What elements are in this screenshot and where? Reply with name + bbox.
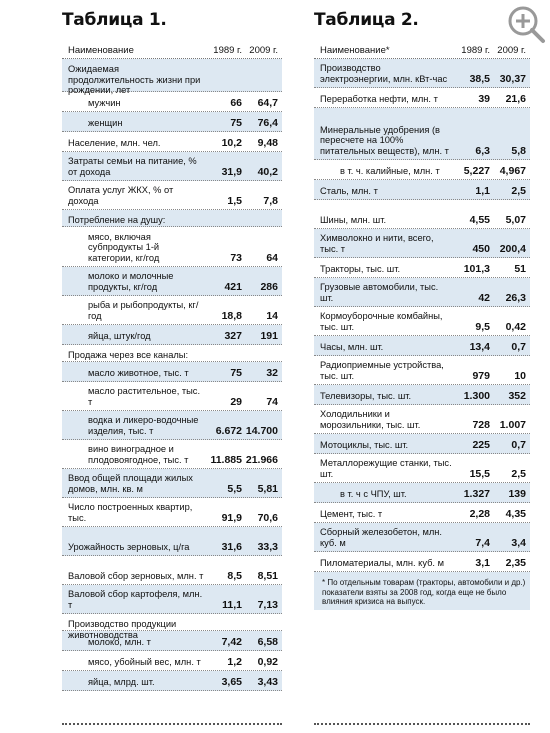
value-1989: 11,1 [222,598,242,611]
row-label: Валовой сбор картофеля, млн. т [68,589,203,610]
value-2009: 5,81 [257,482,278,495]
table-row [62,614,282,640]
table-1 [62,8,282,691]
value-1989: 10,2 [221,136,242,149]
value-1989: 75 [230,366,242,379]
table-row [314,160,530,180]
table-row [62,227,282,267]
table-row [62,325,282,345]
value-2009: 32 [266,366,278,379]
table-1-header [62,38,282,59]
row-label: мясо, включая субпродукты 1-й категории, кг/год [88,231,160,263]
header-2009: 2009 г. [249,45,278,56]
row-label: молоко, млн. т [88,636,151,647]
table-row [314,503,530,523]
value-2009: 30,37 [499,72,526,85]
row-label: женщин [88,117,123,128]
table-row [314,454,530,483]
table-row [314,229,530,258]
row-label: молоко и молочные продукты, кг/год [88,271,174,292]
value-1989: 327 [224,329,242,342]
row-label: Холодильники и морозильники, тыс. шт. [320,409,421,430]
table-row [62,345,282,362]
header-name: Наименование* [320,45,390,56]
value-2009: 33,3 [257,540,278,553]
row-label: масло растительное, тыс. т [88,386,201,407]
value-2009: 64 [266,251,278,264]
value-2009: 70,6 [257,511,278,524]
row-label: Сборный железобетон, млн. куб. м [320,527,443,548]
row-label: масло животное, тыс. т [88,367,189,378]
header-2009: 2009 г. [497,45,526,56]
table-1-title: Таблица 1. [62,10,167,30]
table-row [62,210,282,227]
value-1989: 225 [472,438,490,451]
table-row [62,267,282,296]
table-row [62,112,282,132]
value-1989: 66 [230,96,242,109]
value-2009: 10 [514,369,526,382]
value-2009: 76,4 [257,116,278,129]
value-1989: 728 [472,418,490,431]
table-row [62,651,282,671]
row-label: Пиломатериалы, млн. куб. м [320,557,444,568]
value-1989: 7,4 [475,536,490,549]
header-1989: 1989 г. [213,45,242,56]
value-2009: 200,4 [499,242,526,255]
value-1989: 6,3 [475,144,490,157]
value-2009: 3,4 [511,536,526,549]
value-1989: 91,9 [221,511,242,524]
table-row [314,59,530,88]
row-label: яйца, млрд. шт. [88,676,155,687]
row-label: Часы, млн. шт. [320,341,384,352]
value-2009: 2,5 [511,184,526,197]
value-2009: 7,13 [257,598,278,611]
row-label: Оплата услуг ЖКХ, % от дохода [68,185,174,206]
row-label: Металлорежущие станки, тыс. шт. [320,458,452,479]
table-row [62,59,282,95]
table-row [62,181,282,210]
table-row [314,108,530,160]
value-1989: 9,5 [475,320,490,333]
value-1989: 13,4 [469,340,490,353]
table-row [314,180,530,200]
table-row [314,356,530,385]
row-label: мясо, убойный вес, млн. т [88,656,201,667]
table-row [62,671,282,691]
row-label: мужчин [88,97,121,108]
table-row [314,88,530,108]
table-row [62,132,282,152]
value-2009: 4,967 [499,164,526,177]
value-1989: 38,5 [469,72,490,85]
value-2009: 2,5 [511,467,526,480]
table-2-bottom-rule [314,723,530,725]
row-label: Переработка нефти, млн. т [320,93,438,104]
value-2009: 7,8 [263,194,278,207]
value-1989: 5,5 [227,482,242,495]
value-2009: 26,3 [505,291,526,304]
value-2009: 2,35 [505,556,526,569]
table-row [314,405,530,434]
row-label: Производство продукции животноводства [68,619,177,640]
value-1989: 29 [230,395,242,408]
table-row [62,362,282,382]
table-row [62,382,282,411]
table-row [62,527,282,556]
value-1989: 3,65 [221,675,242,688]
value-1989: 73 [230,251,242,264]
value-1989: 42 [478,291,490,304]
value-2009: 0,7 [511,340,526,353]
value-1989: 450 [472,242,490,255]
value-2009: 3,43 [257,675,278,688]
value-1989: 1,1 [475,184,490,197]
row-label: Число построенных квартир, тыс. [68,502,193,523]
value-1989: 2,28 [469,507,490,520]
header-1989: 1989 г. [461,45,490,56]
value-2009: 21.966 [245,453,278,466]
table-row [314,523,530,552]
table-row [62,469,282,498]
row-label: вино виноградное и плодовоягодное, тыс. т [88,444,189,465]
value-2009: 21,6 [505,92,526,105]
table-row [314,385,530,405]
value-1989: 1,5 [227,194,242,207]
value-1989: 31,9 [221,165,242,178]
table-row [314,483,530,503]
row-label: Кормоуборочные комбайны, тыс. шт. [320,311,443,332]
value-1989: 39 [478,92,490,105]
row-label: Тракторы, тыс. шт. [320,263,401,274]
row-label: Ввод общей площади жилых домов, млн. кв. м [68,473,193,494]
row-label: водка и ликеро-водочные изделия, тыс. т [88,415,199,436]
value-1989: 421 [224,280,242,293]
table-row [314,307,530,336]
table-row [62,152,282,181]
value-2009: 139 [508,487,526,500]
value-2009: 286 [260,280,278,293]
value-1989: 101,3 [463,262,490,275]
table-2-header [314,38,530,59]
value-1989: 31,6 [221,540,242,553]
row-label: Затраты семьи на питание, % от дохода [68,156,197,177]
table-row [314,200,530,229]
table-row [62,440,282,469]
value-1989: 1,2 [227,655,242,668]
table-row [62,498,282,527]
value-1989: 1.327 [463,487,490,500]
value-1989: 18,8 [221,309,242,322]
row-label: Минеральные удобрения (в пересчете на 100% питательных веществ), млн. т [320,124,449,156]
value-2009: 6,58 [257,635,278,648]
row-label: Производство электроэнергии, млн. кВт-час [320,63,448,84]
value-2009: 74 [266,395,278,408]
row-label: Ожидаемая продолжительность жизни при рождении, лет [68,64,201,95]
value-1989: 6.672 [215,424,242,437]
value-2009: 40,2 [257,165,278,178]
value-1989: 7,42 [221,635,242,648]
row-label: в т. ч с ЧПУ, шт. [340,488,407,499]
value-2009: 0,7 [511,438,526,451]
value-2009: 51 [514,262,526,275]
value-2009: 5,8 [511,144,526,157]
value-1989: 979 [472,369,490,382]
table-row [62,296,282,325]
value-1989: 1.300 [463,389,490,402]
value-2009: 0,92 [257,655,278,668]
value-2009: 5,07 [505,213,526,226]
row-label: Телевизоры, тыс. шт. [320,390,412,401]
table-1-bottom-rule [62,723,282,725]
table-row [314,258,530,278]
table-row [314,552,530,572]
table-row [314,434,530,454]
row-label: Население, млн. чел. [68,137,161,148]
table-2 [314,8,530,610]
row-label: Цемент, тыс. т [320,508,383,519]
value-1989: 8,5 [227,569,242,582]
value-2009: 1.007 [499,418,526,431]
table-row [62,585,282,614]
value-1989: 3,1 [475,556,490,569]
row-label: Сталь, млн. т [320,185,378,196]
row-label: Радиоприемные устройства, тыс. шт. [320,360,444,381]
table-row [314,336,530,356]
value-2009: 9,48 [257,136,278,149]
value-2009: 64,7 [257,96,278,109]
row-label: Потребление на душу: [68,215,166,225]
row-label: Шины, млн. шт. [320,214,387,225]
row-label: Урожайность зерновых, ц/га [68,541,190,552]
value-2009: 191 [260,329,278,342]
value-2009: 352 [508,389,526,402]
value-2009: 0,42 [505,320,526,333]
value-1989: 15,5 [469,467,490,480]
row-label: Мотоциклы, тыс. шт. [320,439,409,450]
value-1989: 4,55 [469,213,490,226]
value-2009: 14 [266,309,278,322]
row-label: в т. ч. калийные, млн. т [340,165,440,176]
table-row [62,556,282,585]
row-label: Продажа через все каналы: [68,350,189,360]
row-label: яйца, штук/год [88,330,151,341]
value-1989: 75 [230,116,242,129]
value-1989: 11.885 [210,453,242,466]
header-name: Наименование [68,45,134,56]
value-2009: 4,35 [505,507,526,520]
row-label: Грузовые автомобили, тыс. шт. [320,282,439,303]
footnote: * По отдельным товарам (тракторы, автомобили и др.) показатели взяты за 2008 год, когда еще не было влияния кризиса на выпуск. [314,572,530,610]
value-2009: 14.700 [245,424,278,437]
table-2-title: Таблица 2. [314,10,419,30]
row-label: рыба и рыбопродукты, кг/год [88,300,199,321]
value-2009: 8,51 [257,569,278,582]
table-row [62,411,282,440]
value-1989: 5,227 [463,164,490,177]
row-label: Валовой сбор зерновых, млн. т [68,570,204,581]
zoom-in-icon[interactable] [506,4,546,44]
table-row [314,278,530,307]
row-label: Химволокно и нити, всего, тыс. т [320,233,434,254]
